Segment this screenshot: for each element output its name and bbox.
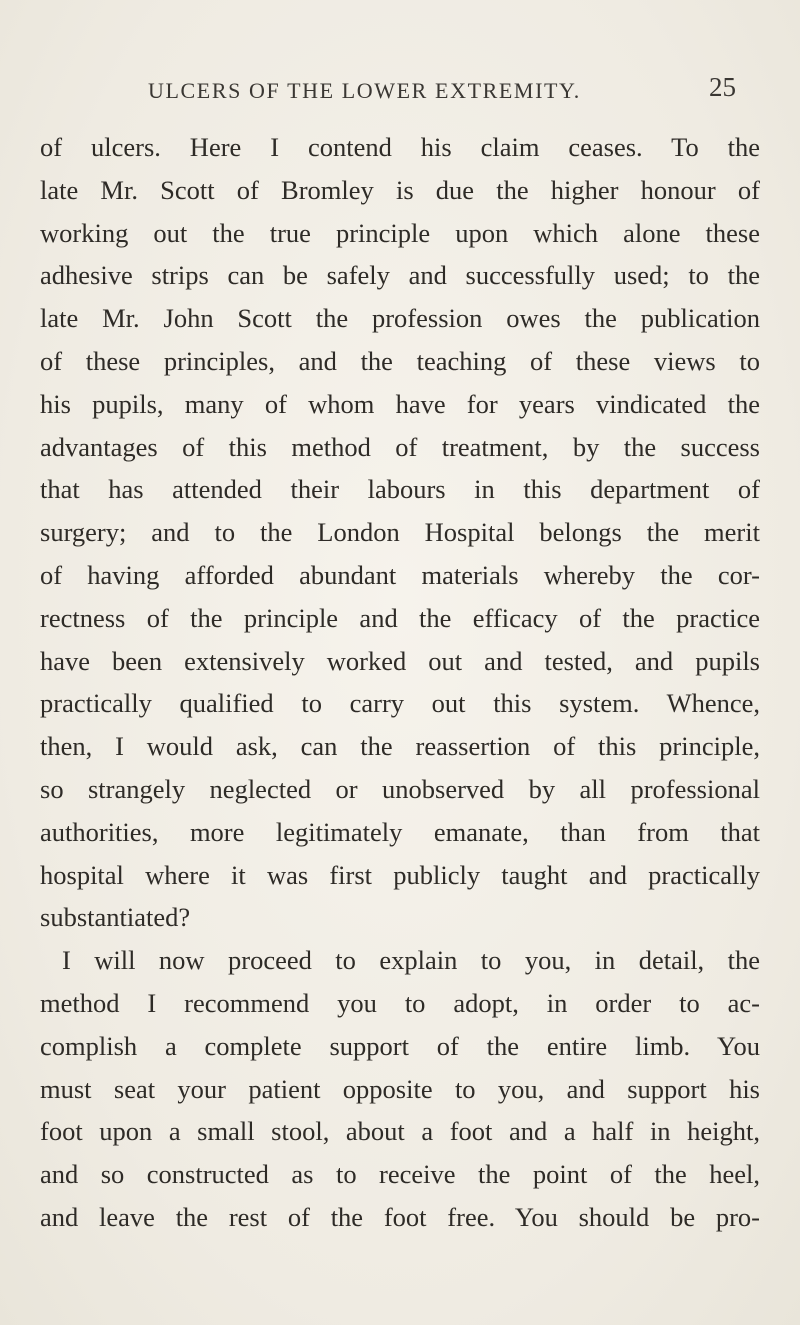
running-head bbox=[40, 72, 760, 110]
text-line: must seat your patient opposite to you, and support his bbox=[40, 1073, 760, 1104]
text-line: working out the true principle upon which alone these bbox=[40, 217, 760, 248]
page-number: 25 bbox=[709, 72, 736, 102]
text-line: that has attended their labours in this department of bbox=[40, 474, 760, 505]
text-line: of having afforded abundant materials whereby the cor- bbox=[40, 559, 760, 590]
text-line: hospital where it was first publicly taught and practically bbox=[40, 859, 760, 890]
paragraph-start-line: I will now proceed to explain to you, in detail, the bbox=[62, 945, 760, 976]
text-line: have been extensively worked out and tested, and pupils bbox=[40, 645, 760, 676]
text-line: then, I would ask, can the reassertion of this principle, bbox=[40, 731, 760, 762]
text-line: of these principles, and the teaching of these views to bbox=[40, 345, 760, 376]
text-line: late Mr. Scott of Bromley is due the higher honour of bbox=[40, 174, 760, 205]
text-line: adhesive strips can be safely and successfully used; to the bbox=[40, 260, 760, 291]
text-line: so strangely neglected or unobserved by all professional bbox=[40, 773, 760, 804]
text-line: and leave the rest of the foot free. You should be pro- bbox=[40, 1201, 760, 1232]
text-line: practically qualified to carry out this system. Whence, bbox=[40, 688, 760, 719]
body-text bbox=[40, 126, 760, 1239]
text-line: his pupils, many of whom have for years vindicated the bbox=[40, 388, 760, 419]
text-line: complish a complete support of the entire limb. You bbox=[40, 1030, 760, 1061]
text-line: surgery; and to the London Hospital belongs the merit bbox=[40, 517, 760, 548]
text-line: of ulcers. Here I contend his claim ceases. To the bbox=[40, 132, 760, 162]
paragraph-end-line: substantiated? bbox=[40, 902, 191, 933]
text-line: advantages of this method of treatment, by the success bbox=[40, 431, 760, 462]
text-line: and so constructed as to receive the point of the heel, bbox=[40, 1159, 760, 1190]
text-line: authorities, more legitimately emanate, than from that bbox=[40, 816, 760, 847]
text-line: rectness of the principle and the efficacy of the practice bbox=[40, 602, 760, 633]
text-line: foot upon a small stool, about a foot and a half in height, bbox=[40, 1116, 760, 1147]
text-line: late Mr. John Scott the profession owes the publication bbox=[40, 303, 760, 334]
text-line: method I recommend you to adopt, in order to ac- bbox=[40, 987, 760, 1018]
running-title: ULCERS OF THE LOWER EXTREMITY. bbox=[148, 78, 581, 103]
